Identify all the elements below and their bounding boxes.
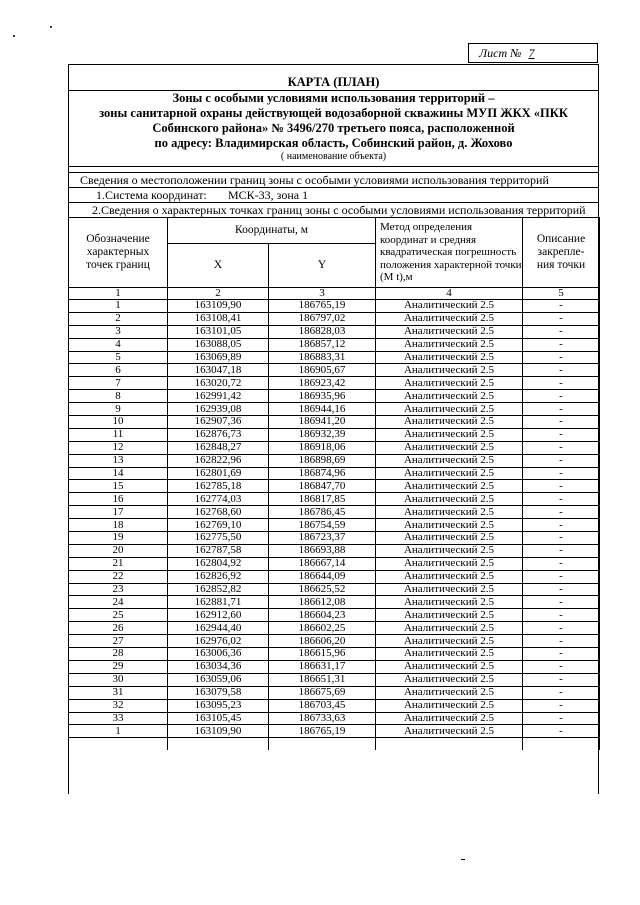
fixing-description-cell: - bbox=[523, 673, 600, 686]
fixing-description-cell: - bbox=[523, 300, 600, 313]
point-number-cell: 7 bbox=[69, 377, 168, 390]
table-row bbox=[69, 544, 600, 557]
fixing-description-cell: - bbox=[523, 506, 600, 519]
x-coordinate-cell: 163059,06 bbox=[168, 673, 269, 686]
column-number: 4 bbox=[376, 288, 523, 300]
fixing-description-cell: - bbox=[523, 454, 600, 467]
scan-speck bbox=[50, 26, 52, 28]
y-coordinate-cell: 186932,39 bbox=[269, 428, 376, 441]
method-cell: Аналитический 2.5 bbox=[376, 377, 523, 390]
fixing-description-cell: - bbox=[523, 428, 600, 441]
x-coordinate-cell: 163069,89 bbox=[168, 351, 269, 364]
table-row bbox=[69, 338, 600, 351]
coordinates-table bbox=[68, 217, 600, 750]
title-block bbox=[68, 75, 599, 162]
x-coordinate-cell: 163006,36 bbox=[168, 648, 269, 661]
table-row bbox=[69, 390, 600, 403]
y-coordinate-cell: 186797,02 bbox=[269, 312, 376, 325]
x-coordinate-cell: 162801,69 bbox=[168, 467, 269, 480]
empty-cell bbox=[269, 738, 376, 750]
method-cell: Аналитический 2.5 bbox=[376, 583, 523, 596]
object-name-caption: ( наименование объекта) bbox=[280, 151, 387, 162]
fixing-description-cell: - bbox=[523, 570, 600, 583]
method-cell: Аналитический 2.5 bbox=[376, 699, 523, 712]
point-number-cell: 31 bbox=[69, 686, 168, 699]
y-coordinate-cell: 186667,14 bbox=[269, 557, 376, 570]
table-row bbox=[69, 441, 600, 454]
y-coordinate-cell: 186644,09 bbox=[269, 570, 376, 583]
y-coordinate-cell: 186723,37 bbox=[269, 532, 376, 545]
point-number-cell: 17 bbox=[69, 506, 168, 519]
y-coordinate-cell: 186604,23 bbox=[269, 609, 376, 622]
x-coordinate-cell: 162785,18 bbox=[168, 480, 269, 493]
column-numbers-row bbox=[69, 288, 600, 300]
x-coordinate-cell: 162991,42 bbox=[168, 390, 269, 403]
x-coordinate-cell: 162769,10 bbox=[168, 519, 269, 532]
method-cell: Аналитический 2.5 bbox=[376, 416, 523, 429]
method-cell: Аналитический 2.5 bbox=[376, 648, 523, 661]
x-coordinate-cell: 162768,60 bbox=[168, 506, 269, 519]
table-row bbox=[69, 506, 600, 519]
x-coordinate-cell: 163047,18 bbox=[168, 364, 269, 377]
x-coordinate-cell: 162976,02 bbox=[168, 635, 269, 648]
method-cell: Аналитический 2.5 bbox=[376, 454, 523, 467]
fixing-description-cell: - bbox=[523, 622, 600, 635]
y-coordinate-cell: 186898,69 bbox=[269, 454, 376, 467]
fixing-description-cell: - bbox=[523, 441, 600, 454]
x-coordinate-cell: 162939,08 bbox=[168, 403, 269, 416]
sheet-number: 7 bbox=[528, 46, 535, 60]
object-name-line-4: по адресу: Владимирская область, Собинский район, д. Жохово bbox=[154, 136, 513, 150]
point-number-cell: 8 bbox=[69, 390, 168, 403]
y-coordinate-cell: 186944,16 bbox=[269, 403, 376, 416]
point-number-cell: 24 bbox=[69, 596, 168, 609]
x-coordinate-cell: 162826,92 bbox=[168, 570, 269, 583]
col-x-header: X bbox=[168, 244, 269, 288]
empty-cell bbox=[523, 738, 600, 750]
method-cell: Аналитический 2.5 bbox=[376, 441, 523, 454]
object-name-line-1: Зоны с особыми условиями использования территорий – bbox=[172, 91, 495, 105]
point-number-cell: 2 bbox=[69, 312, 168, 325]
column-number: 2 bbox=[168, 288, 269, 300]
table-row bbox=[69, 416, 600, 429]
fixing-description-cell: - bbox=[523, 416, 600, 429]
fixing-description-cell: - bbox=[523, 519, 600, 532]
table-row bbox=[69, 648, 600, 661]
x-coordinate-cell: 163020,72 bbox=[168, 377, 269, 390]
y-coordinate-cell: 186828,03 bbox=[269, 325, 376, 338]
point-number-cell: 9 bbox=[69, 403, 168, 416]
fixing-description-cell: - bbox=[523, 377, 600, 390]
point-number-cell: 4 bbox=[69, 338, 168, 351]
method-cell: Аналитический 2.5 bbox=[376, 686, 523, 699]
point-number-cell: 15 bbox=[69, 480, 168, 493]
y-coordinate-cell: 186606,20 bbox=[269, 635, 376, 648]
point-number-cell: 1 bbox=[69, 725, 168, 738]
method-cell: Аналитический 2.5 bbox=[376, 596, 523, 609]
y-coordinate-cell: 186631,17 bbox=[269, 660, 376, 673]
point-number-cell: 26 bbox=[69, 622, 168, 635]
y-coordinate-cell: 186615,96 bbox=[269, 648, 376, 661]
empty-cell bbox=[168, 738, 269, 750]
fixing-description-cell: - bbox=[523, 583, 600, 596]
y-coordinate-cell: 186675,69 bbox=[269, 686, 376, 699]
point-number-cell: 22 bbox=[69, 570, 168, 583]
fixing-description-cell: - bbox=[523, 648, 600, 661]
point-number-cell: 6 bbox=[69, 364, 168, 377]
point-number-cell: 33 bbox=[69, 712, 168, 725]
col-y-header: Y bbox=[269, 244, 376, 288]
y-coordinate-cell: 186651,31 bbox=[269, 673, 376, 686]
method-cell: Аналитический 2.5 bbox=[376, 312, 523, 325]
method-cell: Аналитический 2.5 bbox=[376, 532, 523, 545]
method-cell: Аналитический 2.5 bbox=[376, 622, 523, 635]
table-row bbox=[69, 557, 600, 570]
scan-speck bbox=[461, 859, 465, 860]
method-cell: Аналитический 2.5 bbox=[376, 570, 523, 583]
empty-cell bbox=[69, 738, 168, 750]
fixing-description-cell: - bbox=[523, 532, 600, 545]
method-cell: Аналитический 2.5 bbox=[376, 467, 523, 480]
x-coordinate-cell: 162852,82 bbox=[168, 583, 269, 596]
fixing-description-cell: - bbox=[523, 312, 600, 325]
point-number-cell: 19 bbox=[69, 532, 168, 545]
sheet-number-box bbox=[468, 43, 598, 63]
y-coordinate-cell: 186765,19 bbox=[269, 725, 376, 738]
y-coordinate-cell: 186923,42 bbox=[269, 377, 376, 390]
y-coordinate-cell: 186874,96 bbox=[269, 467, 376, 480]
coordinates-table-body bbox=[69, 300, 600, 751]
fixing-description-cell: - bbox=[523, 660, 600, 673]
point-number-cell: 21 bbox=[69, 557, 168, 570]
table-row bbox=[69, 364, 600, 377]
x-coordinate-cell: 162787,58 bbox=[168, 544, 269, 557]
fixing-description-cell: - bbox=[523, 596, 600, 609]
x-coordinate-cell: 162848,27 bbox=[168, 441, 269, 454]
table-row bbox=[69, 454, 600, 467]
x-coordinate-cell: 163095,23 bbox=[168, 699, 269, 712]
divider bbox=[68, 166, 599, 167]
point-number-cell: 25 bbox=[69, 609, 168, 622]
x-coordinate-cell: 163088,05 bbox=[168, 338, 269, 351]
x-coordinate-cell: 163034,36 bbox=[168, 660, 269, 673]
x-coordinate-cell: 162944,40 bbox=[168, 622, 269, 635]
y-coordinate-cell: 186786,45 bbox=[269, 506, 376, 519]
coord-system-value: МСК-33, зона 1 bbox=[228, 188, 309, 202]
point-number-cell: 30 bbox=[69, 673, 168, 686]
method-cell: Аналитический 2.5 bbox=[376, 325, 523, 338]
method-cell: Аналитический 2.5 bbox=[376, 506, 523, 519]
method-cell: Аналитический 2.5 bbox=[376, 609, 523, 622]
point-number-cell: 5 bbox=[69, 351, 168, 364]
point-number-cell: 23 bbox=[69, 583, 168, 596]
table-row bbox=[69, 493, 600, 506]
fixing-description-cell: - bbox=[523, 325, 600, 338]
point-number-cell: 1 bbox=[69, 300, 168, 313]
method-cell: Аналитический 2.5 bbox=[376, 428, 523, 441]
method-cell: Аналитический 2.5 bbox=[376, 338, 523, 351]
fixing-description-cell: - bbox=[523, 725, 600, 738]
x-coordinate-cell: 163101,05 bbox=[168, 325, 269, 338]
method-cell: Аналитический 2.5 bbox=[376, 544, 523, 557]
table-row bbox=[69, 583, 600, 596]
point-number-cell: 20 bbox=[69, 544, 168, 557]
fixing-description-cell: - bbox=[523, 686, 600, 699]
method-cell: Аналитический 2.5 bbox=[376, 712, 523, 725]
x-coordinate-cell: 163109,90 bbox=[168, 300, 269, 313]
table-row bbox=[69, 519, 600, 532]
y-coordinate-cell: 186883,31 bbox=[269, 351, 376, 364]
point-number-cell: 18 bbox=[69, 519, 168, 532]
point-number-cell: 11 bbox=[69, 428, 168, 441]
y-coordinate-cell: 186817,85 bbox=[269, 493, 376, 506]
y-coordinate-cell: 186857,12 bbox=[269, 338, 376, 351]
y-coordinate-cell: 186625,52 bbox=[269, 583, 376, 596]
sheet-label: Лист № bbox=[479, 46, 522, 60]
x-coordinate-cell: 162912,60 bbox=[168, 609, 269, 622]
x-coordinate-cell: 162822,96 bbox=[168, 454, 269, 467]
x-coordinate-cell: 163105,45 bbox=[168, 712, 269, 725]
fixing-description-cell: - bbox=[523, 635, 600, 648]
coord-system-label: 1.Система координат: bbox=[96, 188, 207, 202]
y-coordinate-cell: 186765,19 bbox=[269, 300, 376, 313]
table-row bbox=[69, 699, 600, 712]
fixing-description-cell: - bbox=[523, 699, 600, 712]
column-number: 3 bbox=[269, 288, 376, 300]
col-designation-header: Обозначение характерных точек границ bbox=[69, 218, 168, 288]
fixing-description-cell: - bbox=[523, 467, 600, 480]
fixing-description-cell: - bbox=[523, 544, 600, 557]
col-method-header: Метод определения координат и средняя квадратическая погрешность положения характерной точки (М t),м bbox=[376, 218, 523, 288]
table-row bbox=[69, 467, 600, 480]
table-row bbox=[69, 428, 600, 441]
method-cell: Аналитический 2.5 bbox=[376, 300, 523, 313]
fixing-description-cell: - bbox=[523, 493, 600, 506]
fixing-description-cell: - bbox=[523, 557, 600, 570]
fixing-description-cell: - bbox=[523, 390, 600, 403]
method-cell: Аналитический 2.5 bbox=[376, 557, 523, 570]
method-cell: Аналитический 2.5 bbox=[376, 364, 523, 377]
point-number-cell: 16 bbox=[69, 493, 168, 506]
fixing-description-cell: - bbox=[523, 403, 600, 416]
y-coordinate-cell: 186905,67 bbox=[269, 364, 376, 377]
x-coordinate-cell: 163109,90 bbox=[168, 725, 269, 738]
table-row bbox=[69, 325, 600, 338]
point-number-cell: 13 bbox=[69, 454, 168, 467]
point-number-cell: 28 bbox=[69, 648, 168, 661]
method-cell: Аналитический 2.5 bbox=[376, 673, 523, 686]
point-number-cell: 27 bbox=[69, 635, 168, 648]
x-coordinate-cell: 162775,50 bbox=[168, 532, 269, 545]
table-row bbox=[69, 300, 600, 313]
method-cell: Аналитический 2.5 bbox=[376, 390, 523, 403]
table-row bbox=[69, 635, 600, 648]
fixing-description-cell: - bbox=[523, 712, 600, 725]
table-row bbox=[69, 403, 600, 416]
fixing-description-cell: - bbox=[523, 351, 600, 364]
object-name-line-2: зоны санитарной охраны действующей водозаборной скважины МУП ЖКХ «ПКК bbox=[99, 106, 568, 120]
y-coordinate-cell: 186733,63 bbox=[269, 712, 376, 725]
x-coordinate-cell: 162804,92 bbox=[168, 557, 269, 570]
x-coordinate-cell: 163079,58 bbox=[168, 686, 269, 699]
col-fixing-header: Описание закрепле-ния точки bbox=[523, 218, 600, 288]
table-row bbox=[69, 609, 600, 622]
y-coordinate-cell: 186693,88 bbox=[269, 544, 376, 557]
table-row bbox=[69, 532, 600, 545]
empty-cell bbox=[376, 738, 523, 750]
x-coordinate-cell: 162876,73 bbox=[168, 428, 269, 441]
method-cell: Аналитический 2.5 bbox=[376, 725, 523, 738]
y-coordinate-cell: 186918,06 bbox=[269, 441, 376, 454]
column-number: 1 bbox=[69, 288, 168, 300]
fixing-description-cell: - bbox=[523, 338, 600, 351]
table-row bbox=[69, 377, 600, 390]
method-cell: Аналитический 2.5 bbox=[376, 480, 523, 493]
fixing-description-cell: - bbox=[523, 364, 600, 377]
y-coordinate-cell: 186602,25 bbox=[269, 622, 376, 635]
x-coordinate-cell: 162907,36 bbox=[168, 416, 269, 429]
table-row bbox=[69, 351, 600, 364]
fixing-description-cell: - bbox=[523, 609, 600, 622]
table-row bbox=[69, 480, 600, 493]
object-name-line-3: Собинского района» № 3496/270 третьего пояса, расположенной bbox=[152, 121, 515, 135]
table-row bbox=[69, 660, 600, 673]
method-cell: Аналитический 2.5 bbox=[376, 351, 523, 364]
method-cell: Аналитический 2.5 bbox=[376, 519, 523, 532]
column-number: 5 bbox=[523, 288, 600, 300]
scan-speck bbox=[13, 35, 15, 37]
table-row bbox=[69, 673, 600, 686]
x-coordinate-cell: 162881,71 bbox=[168, 596, 269, 609]
y-coordinate-cell: 186941,20 bbox=[269, 416, 376, 429]
y-coordinate-cell: 186612,08 bbox=[269, 596, 376, 609]
y-coordinate-cell: 186935,96 bbox=[269, 390, 376, 403]
method-cell: Аналитический 2.5 bbox=[376, 660, 523, 673]
table-row bbox=[69, 312, 600, 325]
table-row bbox=[69, 570, 600, 583]
points-heading: 2.Сведения о характерных точках границ зоны с особыми условиями использования территорий bbox=[92, 203, 586, 217]
y-coordinate-cell: 186754,59 bbox=[269, 519, 376, 532]
table-row bbox=[69, 622, 600, 635]
table-row-empty bbox=[69, 738, 600, 750]
point-number-cell: 3 bbox=[69, 325, 168, 338]
table-row bbox=[69, 596, 600, 609]
fixing-description-cell: - bbox=[523, 480, 600, 493]
x-coordinate-cell: 162774,03 bbox=[168, 493, 269, 506]
y-coordinate-cell: 186847,70 bbox=[269, 480, 376, 493]
point-number-cell: 14 bbox=[69, 467, 168, 480]
table-row bbox=[69, 686, 600, 699]
y-coordinate-cell: 186703,45 bbox=[269, 699, 376, 712]
method-cell: Аналитический 2.5 bbox=[376, 493, 523, 506]
table-row bbox=[69, 712, 600, 725]
x-coordinate-cell: 163108,41 bbox=[168, 312, 269, 325]
method-cell: Аналитический 2.5 bbox=[376, 635, 523, 648]
col-coordinates-header: Координаты, м bbox=[168, 218, 376, 244]
table-row bbox=[69, 725, 600, 738]
point-number-cell: 10 bbox=[69, 416, 168, 429]
map-title: КАРТА (ПЛАН) bbox=[287, 75, 380, 89]
title-underline bbox=[68, 90, 599, 91]
point-number-cell: 29 bbox=[69, 660, 168, 673]
location-heading: Сведения о местоположении границ зоны с особыми условиями использования территорий bbox=[80, 173, 549, 187]
point-number-cell: 12 bbox=[69, 441, 168, 454]
point-number-cell: 32 bbox=[69, 699, 168, 712]
method-cell: Аналитический 2.5 bbox=[376, 403, 523, 416]
